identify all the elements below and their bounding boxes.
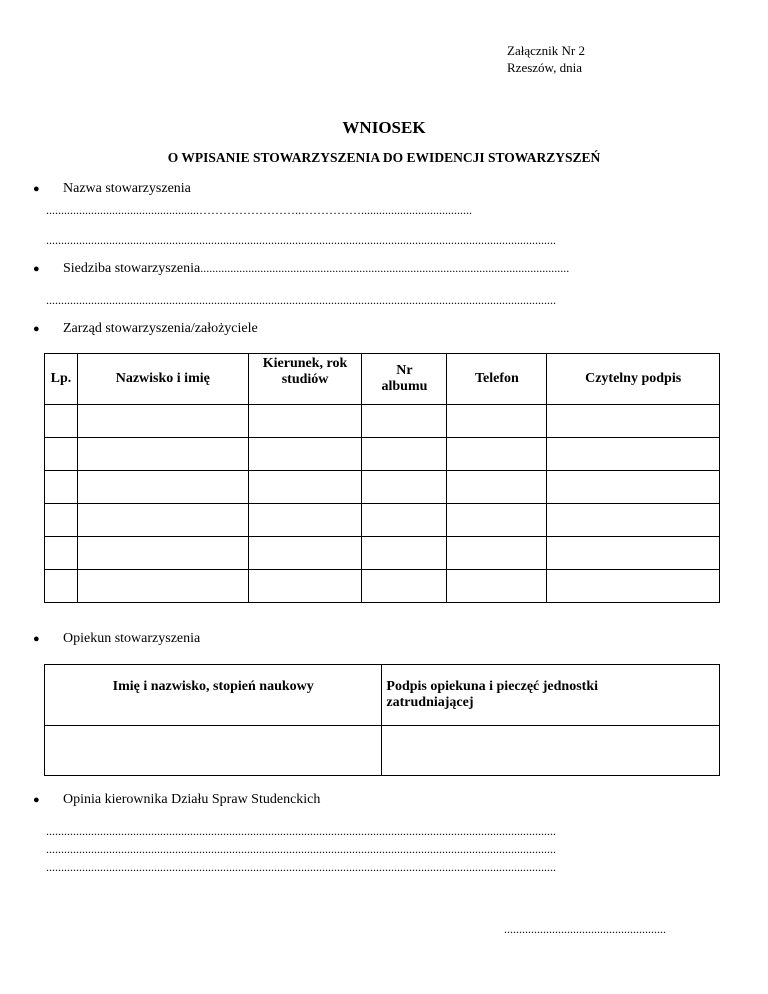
section-name <box>33 181 191 197</box>
document-title: WNIOSEK <box>342 118 426 137</box>
seat-fill-inline[interactable]: ........................................................................................................................... <box>200 261 570 275</box>
guardian-table <box>44 664 720 776</box>
bullet-icon: ● <box>33 323 40 335</box>
col-header-field-year: Kierunek, rok studiów <box>248 354 362 405</box>
bullet-icon: ● <box>33 794 40 806</box>
seat-fill-line-2[interactable]: .......................................................................................................................................................................... <box>46 293 556 307</box>
col-header-guardian-name: Imię i nazwisko, stopień naukowy <box>45 665 382 726</box>
col-header-name: Nazwisko i imię <box>77 354 248 405</box>
section-guardian <box>33 631 200 647</box>
col-header-album: Nr albumu <box>362 354 447 405</box>
table-row <box>45 726 720 776</box>
col-header-signature: Czytelny podpis <box>547 354 720 405</box>
table-row <box>45 471 720 504</box>
place-date: Rzeszów, dnia <box>507 60 582 75</box>
attachment-number: Załącznik Nr 2 <box>507 43 585 58</box>
opinion-fill-line-1[interactable]: .......................................................................................................................................................................... <box>46 824 556 838</box>
opinion-fill-line-3[interactable]: .......................................................................................................................................................................... <box>46 860 556 874</box>
section-name-label: Nazwa stowarzyszenia <box>63 181 191 196</box>
opinion-fill-line-2[interactable]: .......................................................................................................................................................................... <box>46 842 556 856</box>
col-header-lp: Lp. <box>45 354 78 405</box>
table-row <box>45 405 720 438</box>
bullet-icon: ● <box>33 633 40 645</box>
section-board <box>33 321 258 337</box>
name-fill-line-1[interactable]: ...................................................……………………..……………..................................... <box>46 203 472 217</box>
col-header-guardian-signature: Podpis opiekuna i pieczęć jednostki zatrudniającej <box>382 665 720 726</box>
table-row <box>45 570 720 603</box>
section-guardian-label: Opiekun stowarzyszenia <box>63 631 201 646</box>
bullet-icon: ● <box>33 263 40 275</box>
table-row <box>45 438 720 471</box>
section-seat-label: Siedziba stowarzyszenia <box>63 261 201 276</box>
table-row <box>45 504 720 537</box>
attachment-block <box>507 42 585 76</box>
guardian-header-row <box>45 665 720 726</box>
document-subtitle: O WPISANIE STOWARZYSZENIA DO EWIDENCJI STOWARZYSZEŃ <box>167 150 601 165</box>
name-fill-line-2[interactable]: .......................................................................................................................................................................... <box>46 233 556 247</box>
section-seat <box>33 261 569 277</box>
col-header-phone: Telefon <box>447 354 547 405</box>
bullet-icon: ● <box>33 183 40 195</box>
section-opinion-label: Opinia kierownika Działu Spraw Studenckich <box>63 792 321 807</box>
section-opinion <box>33 792 320 808</box>
members-header-row <box>45 354 720 405</box>
section-board-label: Zarząd stowarzyszenia/założyciele <box>63 321 258 336</box>
table-row <box>45 537 720 570</box>
members-table <box>44 353 720 603</box>
signature-line[interactable]: ...................................................... <box>504 922 666 936</box>
